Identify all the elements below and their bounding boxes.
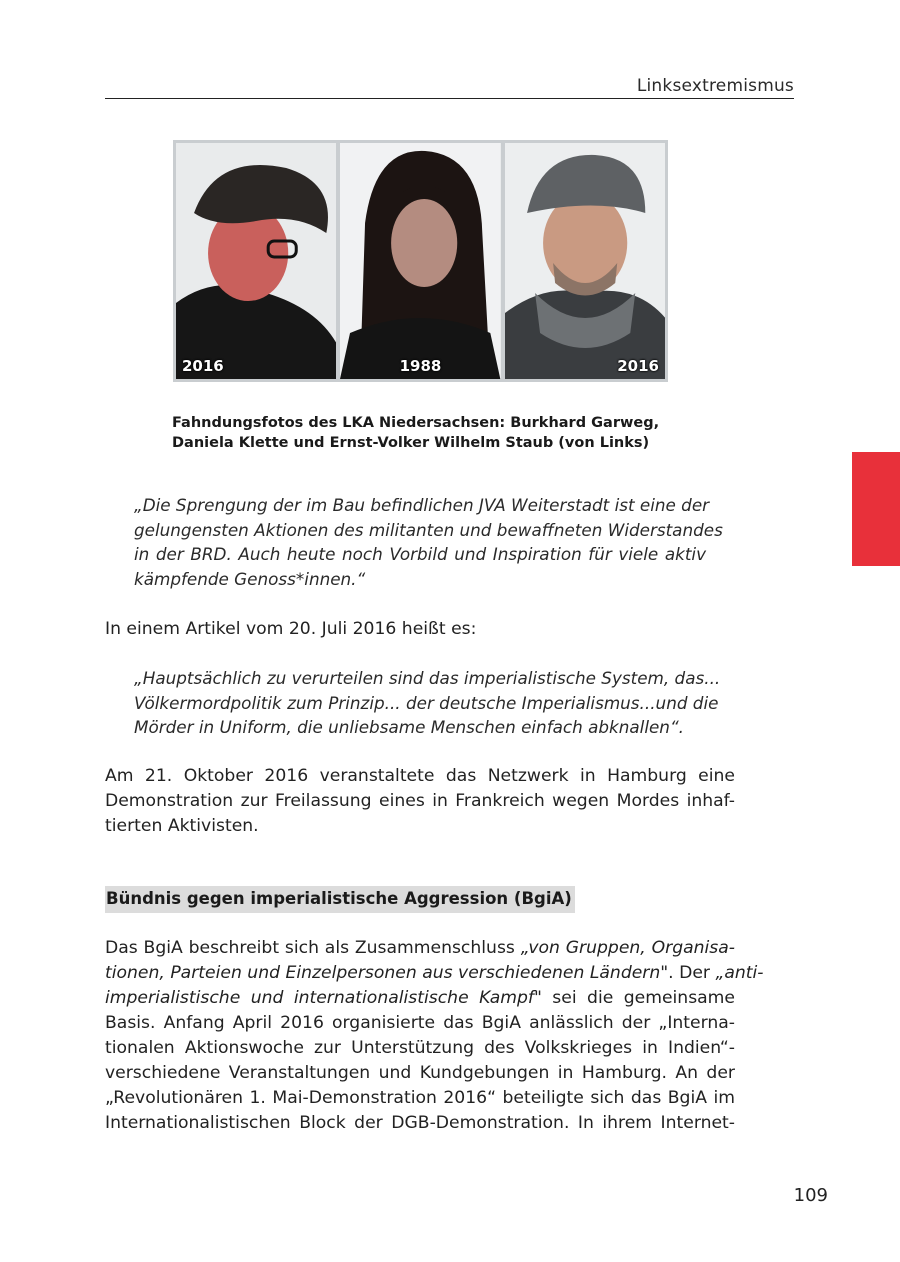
text-run: sei die gemeinsame (541, 988, 735, 1008)
block-quote (134, 666, 721, 740)
paragraph-line: „Revolutionären 1. Mai-Demonstration 2016“ beteiligte sich das BgiA im (105, 1088, 735, 1108)
paragraph-line: Internationalistischen Block der DGB-Demonstration. In ihrem Internet- (105, 1113, 735, 1133)
paragraph-line: Demonstration zur Freilassung eines in Frankreich wegen Mordes inhaf- (105, 791, 735, 811)
person-silhouette-image (340, 143, 500, 379)
header-rule (105, 98, 794, 99)
text-run: Das BgiA beschreibt sich als Zusammenschluss (105, 938, 521, 958)
body-paragraph (105, 936, 764, 1136)
text-run: . Der (668, 963, 716, 983)
person-silhouette-image (176, 143, 336, 379)
quote-line: „Hauptsächlich zu verurteilen sind das imperialistische System, das... (134, 668, 721, 688)
caption-line: Fahndungsfotos des LKA Niedersachsen: Burkhard Garweg, (172, 415, 660, 431)
paragraph-line (105, 961, 764, 986)
quote-line: in der BRD. Auch heute noch Vorbild und Inspiration für viele aktiv (134, 544, 706, 565)
quoted-text: tionen, Parteien und Einzelpersonen aus verschiedenen Ländern" (105, 963, 669, 983)
quote-line: kämpfende Genoss*innen.“ (134, 568, 366, 589)
block-quote (134, 493, 723, 591)
photo-year: 2016 (617, 357, 659, 375)
photo-klette (340, 143, 500, 379)
chapter-tab-marker (852, 452, 900, 566)
quote-line: Völkermordpolitik zum Prinzip... der deutsche Imperialismus...und die (134, 692, 719, 713)
running-head: Linksextremismus (636, 76, 794, 96)
quoted-text: imperialistische und internationalistische Kampf" (105, 988, 542, 1008)
paragraph-line: tionalen Aktionswoche zur Unterstützung des Volkskrieges in Indien“- (105, 1038, 735, 1058)
caption-line: Daniela Klette und Ernst-Volker Wilhelm Staub (von Links) (172, 435, 650, 451)
photo-year: 2016 (182, 357, 224, 375)
paragraph-line: Basis. Anfang April 2016 organisierte das BgiA anlässlich der „Interna- (105, 1013, 735, 1033)
quote-line: Mörder in Uniform, die unliebsame Menschen einfach abknallen“. (134, 717, 684, 738)
body-paragraph (105, 764, 735, 839)
paragraph-line: Am 21. Oktober 2016 veranstaltete das Netzwerk in Hamburg eine (105, 766, 735, 786)
paragraph-line: tierten Aktivisten. (105, 816, 259, 836)
paragraph-line: verschiedene Veranstaltungen und Kundgebungen in Hamburg. An der (105, 1063, 735, 1083)
intro-sentence: In einem Artikel vom 20. Juli 2016 heißt es: (105, 619, 477, 639)
quoted-text: „anti- (715, 963, 764, 983)
photo-caption (172, 413, 660, 453)
photo-year: 1988 (399, 357, 442, 375)
person-silhouette-image (505, 143, 665, 379)
photo-staub (505, 143, 665, 379)
photo-garweg (176, 143, 336, 379)
page-number: 109 (793, 1185, 828, 1206)
quote-line: „Die Sprengung der im Bau befindlichen JVA Weiterstadt ist eine der (134, 495, 710, 515)
section-heading: Bündnis gegen imperialistische Aggression (BgiA) (105, 886, 575, 913)
paragraph-line (105, 936, 735, 961)
quote-line: gelungensten Aktionen des militanten und bewaffneten Widerstandes (134, 519, 723, 540)
paragraph-line (105, 986, 735, 1011)
quoted-text: „von Gruppen, Organisa- (520, 938, 735, 958)
photo-strip (173, 140, 668, 382)
